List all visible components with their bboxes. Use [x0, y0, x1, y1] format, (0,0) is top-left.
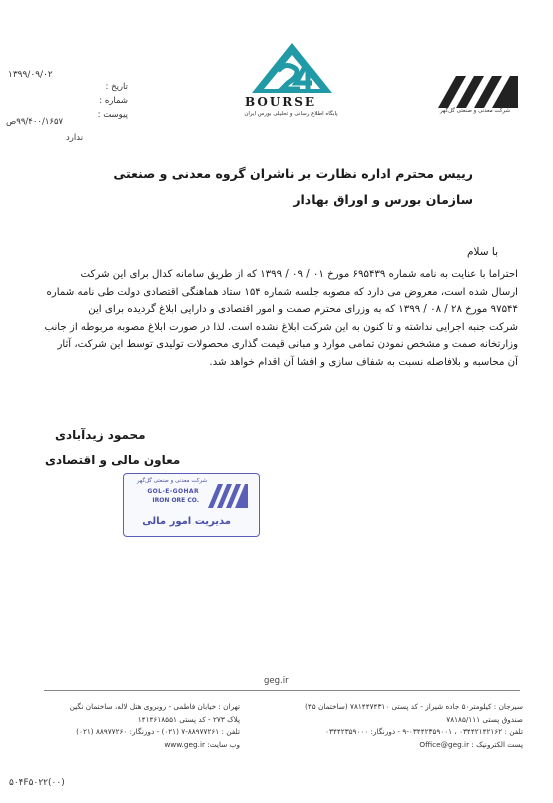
- stamp-logo-icon: [206, 480, 250, 510]
- signatory-name: محمود زیدآبادی: [55, 428, 146, 442]
- attachment-label: پیوست :: [97, 110, 128, 120]
- attachment-value: ندارد: [66, 133, 84, 143]
- stamp-latin-name: GOL-E-GOHAR: [147, 488, 199, 495]
- stamp-company-name: شرکت معدنی و صنعتی گل‌گهر: [136, 478, 207, 484]
- greeting: با سلام: [466, 246, 498, 258]
- signatory-title: معاون مالی و اقتصادی: [45, 453, 181, 467]
- company-name: شرکت معدنی و صنعتی گل‌گهر: [439, 108, 511, 114]
- letter-date-value: ۱۳۹۹/۰۹/۰۲: [8, 70, 53, 80]
- footer-line: پست الکترونیک : Office@geg.ir: [419, 739, 523, 749]
- footer-line: تلفن : ۸۸۹۷۷۲۶۱-۷ (۰۲۱) - دورنگار: ۸۸۹۷۷۲۶۰ (۰۲۱): [76, 727, 240, 736]
- footer-line: وب سایت: www.geg.ir: [164, 739, 240, 749]
- date-label: تاریخ :: [105, 82, 128, 92]
- stamp-department: مدیریت امور مالی: [142, 516, 231, 527]
- body-line: ۹۷۵۴۴ مورخ ۲۸ / ۰۸ / ۱۳۹۹ که به وزرای محترم صمت و امور اقتصادی و دارایی ابلاغ گردیده برای این: [88, 304, 518, 315]
- bourse-subtitle: پایگاه اطلاع رسانی و تحلیلی بورس ایران: [244, 111, 338, 117]
- footer-line: سیرجان : کیلومتر۵۰ جاده شیراز - کد پستی ۷۸۱۴۴۷۴۳۱۰ (ساختمان ۴۵): [304, 702, 523, 711]
- bourse-logo-text: BOURSE: [245, 95, 317, 109]
- footer-line: تلفن : ۰۳۴۴۲۱۴۲۱۶۲ ، ۰۳۴۴۲۳۵۹۰۰۱-۹ - دورنگار: ۰۳۴۴۲۳۵۹۰۰۰: [325, 727, 523, 736]
- footer-tehran-address: [58, 701, 240, 751]
- footer-line: پلاک ۲۷۳ - کد پستی ۱۴۱۴۶۱۸۵۵۱: [137, 714, 240, 724]
- body-line: ارسال شده است، معروض می دارد که مصوبه جلسه شماره ۱۵۴ ستاد هماهنگی اقتصادی دولت طی نامه شماره: [46, 286, 518, 298]
- body-line: احتراما با عنایت به نامه شماره ۶۹۵۴۳۹ مورخ ۰۱ / ۰۹ / ۱۳۹۹ که از طریق سامانه کدال برای این شرکت: [80, 269, 518, 280]
- body-line: آن محاسبه و بلافاصله نسبت به شفاف سازی و افشا آن اقدام خواهد شد.: [209, 356, 518, 368]
- footer-divider: [44, 690, 520, 691]
- addressee-line-2: سازمان بورس و اوراق بهادار: [293, 192, 473, 207]
- number-value: ۹۹/۴۰۰/۱۶۵۷ص: [6, 117, 64, 127]
- footer-domain: geg.ir: [264, 676, 289, 686]
- footer-sirjan-address: [298, 701, 523, 751]
- footer-line: صندوق پستی ۷۸۱۸۵/۱۱۱: [446, 714, 523, 724]
- body-line: شرکت جنبه اجرایی نداشته و تا کنون به این شرکت ابلاغ نشده است. لذا در صورت ابلاغ مصوبه مربوطه از جانب: [44, 321, 518, 333]
- document-code: ۵۰۴F۵۰۲۲(۰۰): [9, 778, 65, 788]
- addressee-line-1: رییس محترم اداره نظارت بر ناشران گروه معدنی و صنعتی: [113, 166, 473, 181]
- footer-line: تهران : خیابان فاطمی - روبروی هتل لاله، ساختمان نگین: [69, 702, 240, 711]
- company-logo: [430, 72, 522, 110]
- letter-body: [35, 266, 518, 371]
- number-label: شماره :: [99, 96, 128, 106]
- body-line: وزارتخانه صمت و مشخص نمودن تمامی موارد و مبانی قیمت گذاری محصولات تولیدی توسط این شرکت، آثار: [57, 339, 518, 350]
- official-stamp: [123, 473, 260, 537]
- stamp-latin-subname: IRON ORE CO.: [152, 497, 199, 504]
